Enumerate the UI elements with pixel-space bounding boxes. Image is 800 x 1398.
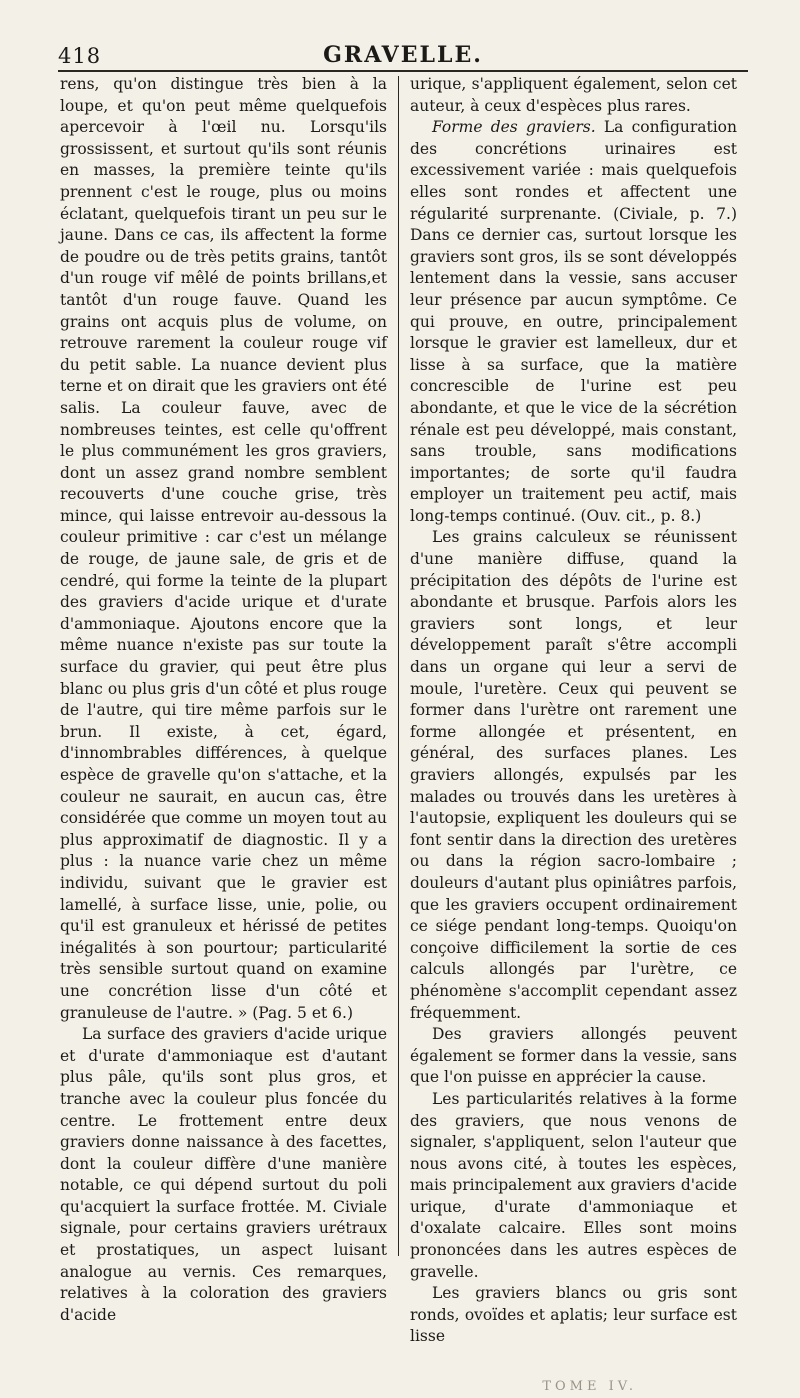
signature-mark: TOME IV. — [542, 1379, 637, 1395]
column-divider — [398, 76, 399, 1256]
header-rule — [58, 70, 748, 72]
paragraph: rens, qu'on distingue très bien à la loupe, et qu'on peut même quelquefois apercevoir à l'œil nu. Lorsqu'ils grossissent, et surtout qu'ils sont réunis en masses, la première teinte qu'ils prennent c'est le rouge, plus ou moins éclatant, quelquefois tirant un peu sur le jaune. Dans ce cas, ils affectent la forme de poudre ou de très petits grains, tantôt d'un rouge vif mêlé de points brillans,et tantôt d'un rouge fauve. Quand les grains ont acquis plus de volume, on retrouve rarement la couleur rouge vif du petit sable. La nuance devient plus terne et on dirait que les graviers ont été salis. La couleur fauve, avec de nombreuses teintes, est celle qu'offrent le plus communément les gros graviers, dont un assez grand nombre semblent recouverts d'une couche grise, très mince, qui laisse entrevoir au-dessous la couleur primitive : car c'est un mélange de rouge, de jaune sale, de gris et de cendré, qui forme la teinte de la plupart des graviers d'acide urique et d'urate d'ammoniaque. Ajoutons encore que la même nuance n'existe pas sur toute la surface du gravier, qui peut être plus blanc ou plus gris d'un côté et plus rouge de l'autre, qui tire même parfois sur le brun. Il existe, à cet, égard, d'innombrables différences, à quelque espèce de gravelle qu'on s'attache, et la couleur ne saurait, en aucun cas, être considérée que comme un moyen tout au plus approximatif de diagnostic. Il y a plus : la nuance varie chez un même individu, suivant que le gravier est lamellé, à surface lisse, unie, polie, ou qu'il est granuleux et hérissé de petites inégalités à son pourtour; particularité très sensible surtout quand on examine une concrétion lisse d'un côté et granuleuse de l'autre. » (Pag. 5 et 6.) — [60, 75, 387, 1022]
running-title: GRAVELLE. — [323, 42, 483, 68]
paragraph: Les grains calculeux se réunissent d'une manière diffuse, quand la précipitation des dépôts de l'urine est abondante et brusque. Parfois alors les graviers sont longs, et leur développement paraît s'être accompli dans un organe qui leur a servi de moule, l'uretère. Ceux qui peuvent se former dans l'urètre ont rarement une forme allongée et présentent, en général, des surfaces planes. Les graviers allongés, expulsés par les malades ou trouvés dans les uretères à l'autopsie, expliquent les douleurs qui se font sentir dans la direction des uretères ou dans la région sacro-lombaire ; douleurs d'autant plus opiniâtres parfois, que les graviers occupent ordinairement ce siége pendant long-temps. Quoiqu'on conçoive difficilement la sortie de ces calculs allongés par l'urètre, ce phénomène s'accomplit cependant assez fréquemment. — [410, 528, 737, 1022]
right-column — [410, 74, 737, 1398]
paragraph: Des graviers allongés peuvent également se former dans la vessie, sans que l'on puisse en apprécier la cause. — [410, 1025, 737, 1087]
paragraph: Les graviers blancs ou gris sont ronds, ovoïdes et aplatis; leur surface est lisse — [410, 1284, 737, 1346]
section-heading: Forme des graviers. — [432, 118, 596, 137]
paragraph: Forme des graviers. La configuration des concrétions urinaires est excessivement variée : mais quelquefois elles sont rondes et affectent une régularité surprenante. (Civiale, p. 7.) Dans ce dernier cas, surtout lorsque les graviers sont gros, ils se sont développés lentement dans la vessie, sans accuser leur présence par aucun symptôme. Ce qui prouve, en outre, principalement lorsque le gravier est lamelleux, dur et lisse à sa surface, que la matière concrescible de l'urine est peu abondante, et que le vice de la sécrétion rénale est peu développé, mais constant, sans trouble, sans modifications importantes; de sorte qu'il faudra employer un traitement peu actif, mais long-temps continué. (Ouv. cit., p. 8.) — [410, 118, 737, 525]
page-header — [58, 40, 748, 68]
paragraph: urique, s'appliquent également, selon cet auteur, à ceux d'espèces plus rares. — [410, 75, 737, 115]
paragraph: La surface des graviers d'acide urique et d'urate d'ammoniaque est d'autant plus pâle, qu'ils sont plus gros, et tranche avec la couleur plus foncée du centre. Le frottement entre deux graviers donne naissance à des facettes, dont la couleur diffère d'une manière notable, ce qui dépend surtout du poli qu'acquiert la surface frottée. M. Civiale signale, pour certains graviers urétraux et prostatiques, un aspect luisant analogue au vernis. Ces remarques, relatives à la coloration des graviers d'acide — [60, 1025, 387, 1324]
left-column — [60, 74, 387, 1326]
page-number: 418 — [58, 44, 102, 68]
paragraph: Les particularités relatives à la forme des graviers, que nous venons de signaler, s'appliquent, selon l'auteur que nous avons cité, à toutes les espèces, mais principalement aux graviers d'acide urique, d'urate d'ammoniaque et d'oxalate calcaire. Elles sont moins prononcées dans les autres espèces de gravelle. — [410, 1089, 737, 1281]
